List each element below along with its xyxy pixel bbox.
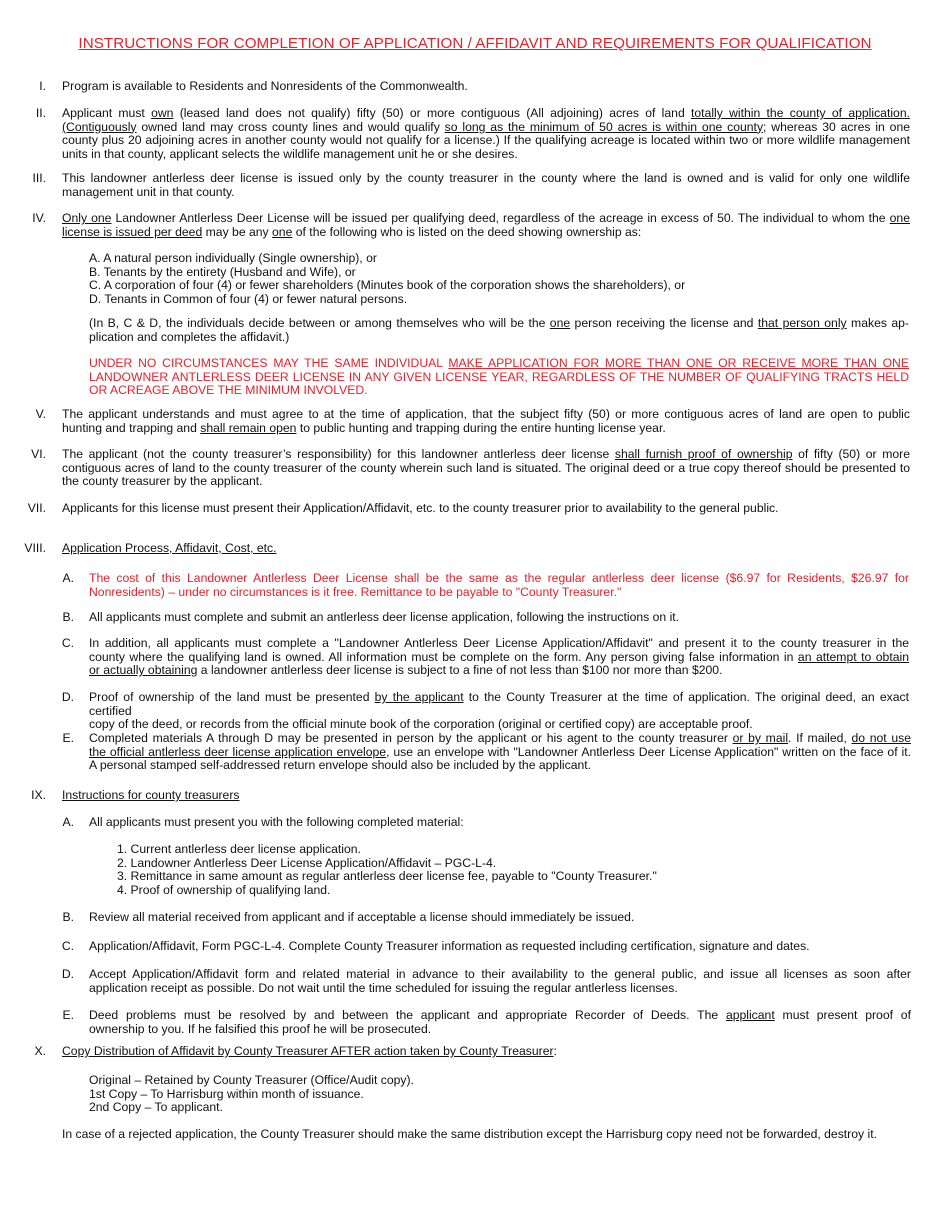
- item-letter: A.: [62, 571, 74, 585]
- section-8-heading: Application Process, Affidavit, Cost, etc.: [62, 541, 277, 555]
- list-item: 2nd Copy – To applicant.: [89, 1100, 223, 1115]
- distribution-list: [89, 1074, 909, 1115]
- item-letter: C.: [61, 939, 74, 953]
- section-number: VI.: [31, 447, 46, 461]
- item-text: All applicants must present you with the following completed material:: [89, 815, 464, 829]
- section-4-note: (In B, C & D, the individuals decide between or among themselves who will be the one person receiving the license and that person only makes ap- plication and completes the affidavit.): [89, 316, 909, 344]
- item-letter: D.: [61, 690, 74, 704]
- item-letter: A.: [62, 815, 74, 829]
- section-6-text: The applicant (not the county treasurer’s responsibility) for this landowner antlerless deer license shall furnish proof of ownership of fifty (50) or more contiguous acres of land to the county treasurer of the county wherein such land is situated. The original deed or a true copy thereof should be presented to the county treasurer by the applicant.: [62, 447, 910, 489]
- item-letter: E.: [62, 1008, 74, 1022]
- item-text: Accept Application/Affidavit form and related material in advance to their availability to the general public, and issue all licenses as soon after application receipt as possible. Do not wait until the time scheduled for issuing the regular antlerless licenses.: [89, 967, 911, 995]
- list-item: 2. Landowner Antlerless Deer License Application/Affidavit – PGC-L-4.: [117, 855, 497, 870]
- item-text: All applicants must complete and submit an antlerless deer license application, following the instructions on it.: [89, 610, 680, 624]
- footer-note: In case of a rejected application, the County Treasurer should make the same distribution except the Harrisburg copy need not be forwarded, destroy it.: [62, 1127, 877, 1141]
- section-number: IV.: [32, 211, 46, 225]
- section-number: III.: [32, 171, 46, 185]
- section-number: VII.: [27, 501, 46, 515]
- section-number: II.: [35, 106, 46, 120]
- section-4-warning: UNDER NO CIRCUMSTANCES MAY THE SAME INDIVIDUAL MAKE APPLICATION FOR MORE THAN ONE OR RECEIVE MORE THAN ONE LANDOWNER ANTLERLESS DEER LICENSE IN ANY GIVEN LICENSE YEAR, REGARDLESS OF THE NUMBER OF QUALIFYING TRACTS HELD OR ACREAGE ABOVE THE MINIMUM INVOLVED.: [89, 356, 909, 398]
- item-letter: D.: [61, 967, 74, 981]
- section-number: VIII.: [24, 541, 46, 555]
- section-number: V.: [35, 407, 46, 421]
- section-4-text: Only one Landowner Antlerless Deer License will be issued per qualifying deed, regardless of the acreage in excess of 50. The individual to whom the one license is issued per deed may be any one of the following who is listed on the deed showing ownership as:: [62, 211, 910, 239]
- item-letter: C.: [61, 636, 74, 650]
- section-5-text: The applicant understands and must agree to at the time of application, that the subject fifty (50) or more contiguous acres of land are open to public hunting and trapping and shall remain open to public hunting and trapping during the entire hunting license year.: [62, 407, 910, 435]
- list-item: 1st Copy – To Harrisburg within month of issuance.: [89, 1086, 364, 1101]
- list-item: 1. Current antlerless deer license application.: [117, 842, 361, 856]
- section-9-heading: Instructions for county treasurers: [62, 788, 240, 802]
- list-item: B. Tenants by the entirety (Husband and Wife), or: [89, 264, 356, 279]
- item-text: Application/Affidavit, Form PGC-L-4. Complete County Treasurer information as requested including certification, signature and dates.: [89, 939, 810, 953]
- section-number: X.: [34, 1044, 46, 1058]
- list-item: C. A corporation of four (4) or fewer shareholders (Minutes book of the corporation shows the shareholders), or: [89, 278, 686, 293]
- section-1-text: Program is available to Residents and Nonresidents of the Commonwealth.: [62, 79, 468, 93]
- ownership-list: [89, 252, 909, 306]
- item-text: Deed problems must be resolved by and between the applicant and appropriate Recorder of Deeds. The applicant must present proof of ownership to you. If he falsified this proof he will be prosecuted.: [89, 1008, 911, 1036]
- section-number: IX.: [31, 788, 46, 802]
- item-text: In addition, all applicants must complete a "Landowner Antlerless Deer License Application/Affidavit" and present it to the county treasurer in the county where the qualifying land is owned. All information must be complete on the form. Any person giving false information in an attempt to obtain or actually obtaining a landowner antlerless deer license is subject to a fine of not less than $100 nor more than $200.: [89, 636, 909, 678]
- section-2-text: Applicant must own (leased land does not qualify) fifty (50) or more contiguous (All adjoining) acres of land totally within the county of application. (Contiguously owned land may cross county lines and would qualify so long as the minimum of 50 acres is within one county; whereas 30 acres in one county plus 20 adjoining acres in another county would not qualify for a license.) If the qualifying acreage is located within two or more wildlife management units in that county, applicant selects the wildlife management unit he or she desires.: [62, 106, 911, 161]
- list-item: 3. Remittance in same amount as regular antlerless deer license fee, payable to "County Treasurer.": [117, 869, 657, 884]
- section-number: I.: [39, 79, 46, 93]
- document-title: INSTRUCTIONS FOR COMPLETION OF APPLICATION / AFFIDAVIT AND REQUIREMENTS FOR QUALIFICATION: [78, 35, 872, 52]
- item-text: Review all material received from applicant and if acceptable a license should immediately be issued.: [89, 910, 635, 924]
- list-item: D. Tenants in Common of four (4) or fewer natural persons.: [89, 291, 408, 306]
- list-item: 4. Proof of ownership of qualifying land.: [117, 882, 331, 897]
- item-letter: E.: [62, 731, 74, 745]
- section-3-text: This landowner antlerless deer license is issued only by the county treasurer in the county where the land is owned and is valid for only one wildlife management unit in that county.: [62, 171, 910, 199]
- list-item: Original – Retained by County Treasurer (Office/Audit copy).: [89, 1073, 414, 1087]
- list-item: A. A natural person individually (Single ownership), or: [89, 251, 377, 265]
- item-text: Completed materials A through D may be presented in person by the applicant or his agent to the county treasurer or by mail. If mailed, do not use the official antlerless deer license application envelope, use an envelope with "Landowner Antlerless Deer License Application" written on the face of it. A personal stamped self-addressed return envelope should also be included by the applicant.: [89, 731, 912, 773]
- section-7-text: Applicants for this license must present their Application/Affidavit, etc. to the county treasurer prior to availability to the general public.: [62, 501, 779, 515]
- item-letter: B.: [62, 910, 74, 924]
- section-10-heading: Copy Distribution of Affidavit by County Treasurer AFTER action taken by County Treasurer:: [62, 1044, 557, 1058]
- item-letter: B.: [62, 610, 74, 624]
- material-list: [117, 843, 907, 897]
- item-text: Proof of ownership of the land must be presented by the applicant to the County Treasurer at the time of application. The original deed, an exact certified copy of the deed, or records from the official minute book of the corporation (original or certified copy) are acceptable proof.: [89, 690, 909, 732]
- cost-text: The cost of this Landowner Antlerless Deer License shall be the same as the regular antlerless deer license ($6.97 for Residents, $26.97 for Nonresidents) – under no circumstances is it free. Remittance to be payable to "County Treasurer.": [89, 571, 909, 599]
